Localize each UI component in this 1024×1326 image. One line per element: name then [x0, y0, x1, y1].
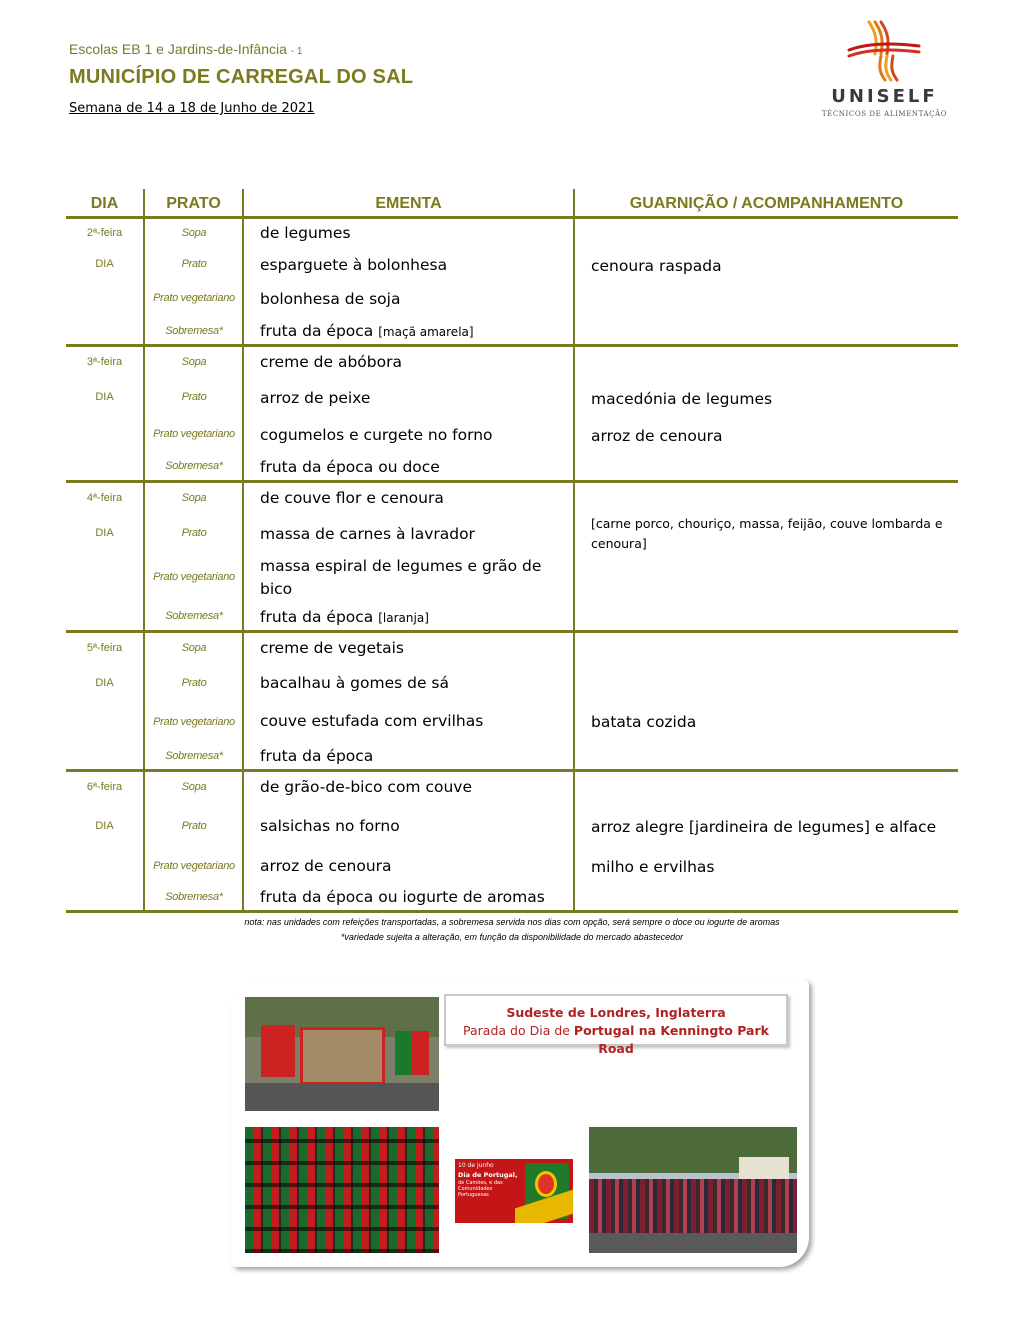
side-text: arroz alegre [jardineira de legumes] e alface: [591, 818, 937, 836]
day-sub: DIA: [95, 391, 114, 403]
side-text: macedónia de legumes: [591, 390, 773, 408]
day-sub: DIA: [95, 527, 114, 539]
note-line-2: *variedade sujeita a alteração, em função da disponibilidade do mercado abastecedor: [340, 932, 684, 942]
portugal-day-inset: [455, 1159, 573, 1223]
dish-main: fruta da época: [260, 322, 374, 340]
dish-text: couve estufada com ervilhas: [260, 712, 484, 730]
parade-banner-photo: [245, 997, 439, 1111]
ground-shape: [589, 1233, 797, 1253]
uniself-logo: [812, 20, 957, 122]
poster-title-line-1: Sudeste de Londres, Inglaterra: [506, 1005, 726, 1020]
day-block: [66, 772, 958, 913]
course-label: Sopa: [181, 356, 207, 368]
course-label: Sobremesa*: [165, 460, 223, 472]
logo-tagline: TÉCNICOS DE ALIMENTAÇÃO: [821, 110, 948, 118]
portugal-day-poster: [231, 979, 809, 1267]
day-block: [66, 219, 958, 347]
course-label: Prato: [181, 391, 207, 403]
dish-note: [maçã amarela]: [378, 325, 474, 339]
dish-text: fruta da época: [260, 747, 374, 765]
header-prato: PRATO: [166, 195, 221, 212]
course-label: Sobremesa*: [165, 750, 223, 762]
school-label: [69, 41, 302, 57]
dish-text: creme de vegetais: [260, 639, 404, 657]
tent-shape: [739, 1157, 789, 1179]
course-label: Prato vegetariano: [153, 428, 235, 440]
uniself-mark-icon: [847, 20, 922, 82]
dish-text: bacalhau à gomes de sá: [260, 674, 449, 692]
dish-text: massa de carnes à lavrador: [260, 525, 475, 543]
photo-shading: [245, 1127, 439, 1253]
flag-shape: [411, 1031, 429, 1075]
day-sub: DIA: [95, 677, 114, 689]
day-name: 5ª-feira: [86, 642, 123, 654]
street-shape: [245, 1083, 439, 1111]
logo-brand: UNISELF: [831, 86, 938, 107]
course-label: Prato vegetariano: [153, 292, 235, 304]
course-label: Sopa: [181, 781, 207, 793]
side-text: cenoura raspada: [591, 257, 722, 275]
dish-text: massa espiral de legumes e grão de bico: [260, 557, 542, 598]
day-name: 3ª-feira: [86, 356, 123, 368]
course-label: Prato: [181, 258, 207, 270]
course-label: Prato vegetariano: [153, 571, 235, 583]
course-label: Sopa: [181, 642, 207, 654]
footnotes: [66, 915, 958, 945]
course-label: Prato: [181, 527, 207, 539]
header-ementa: EMENTA: [375, 195, 442, 212]
poster-title-prefix: Parada do Dia de: [463, 1023, 574, 1038]
dish-text: salsichas no forno: [260, 817, 400, 835]
day-block: [66, 633, 958, 772]
banner-shape: [300, 1027, 385, 1085]
side-text: arroz de cenoura: [591, 427, 723, 445]
dish-text: de couve flor e cenoura: [260, 489, 444, 507]
course-label: Sopa: [181, 492, 207, 504]
header-dia: DIA: [90, 195, 119, 212]
dish-text: de grão-de-bico com couve: [260, 778, 472, 796]
flags-photo: [245, 1127, 439, 1253]
poster-title-line-2: [446, 1022, 786, 1058]
dish-text: arroz de cenoura: [260, 857, 392, 875]
dish-note: [laranja]: [378, 611, 429, 625]
note-line-1: nota: nas unidades com refeições transportadas, a sobremesa servida nos dias com opção, será sempre o doce ou iogurte de aromas: [244, 917, 780, 927]
side-text: [carne porco, chouriço, massa, feijão, couve lombarda e cenoura]: [591, 516, 943, 551]
menu-table: [66, 189, 958, 913]
course-label: Sobremesa*: [165, 891, 223, 903]
dish-text: fruta da época ou doce: [260, 458, 440, 476]
inset-subtitle: de Camões, e das Comunidades Portuguesas: [458, 1180, 503, 1198]
dish-text: esparguete à bolonhesa: [260, 256, 448, 274]
course-label: Prato: [181, 820, 207, 832]
table-header: [66, 189, 958, 219]
course-label: Sobremesa*: [165, 610, 223, 622]
poster-title-emphasis: Portugal na Kenningto Park Road: [573, 1023, 769, 1056]
dish-main: fruta da época: [260, 608, 374, 626]
municipality-title: MUNICÍPIO DE CARREGAL DO SAL: [69, 66, 414, 88]
school-name: Escolas EB 1 e Jardins-de-Infância: [69, 41, 287, 57]
dish-text: creme de abóbora: [260, 353, 402, 371]
inset-title: Dia de Portugal,: [458, 1171, 518, 1179]
school-suffix: - 1: [290, 46, 303, 57]
course-label: Prato: [181, 677, 207, 689]
week-label: Semana de 14 a 18 de Junho de 2021: [69, 101, 315, 116]
course-label: Sopa: [181, 227, 207, 239]
day-sub: DIA: [95, 820, 114, 832]
day-sub: DIA: [95, 258, 114, 270]
side-text: milho e ervilhas: [591, 858, 715, 876]
course-label: Sobremesa*: [165, 325, 223, 337]
course-label: Prato vegetariano: [153, 716, 235, 728]
dish-text: cogumelos e curgete no forno: [260, 426, 493, 444]
dish-text: arroz de peixe: [260, 389, 371, 407]
dish-text: de legumes: [260, 224, 351, 242]
dish-text: fruta da época ou iogurte de aromas: [260, 888, 545, 906]
poster-title: [444, 994, 788, 1056]
side-text: batata cozida: [591, 713, 697, 731]
inset-date: 10 de junho: [458, 1162, 494, 1169]
banner-shape: [261, 1025, 295, 1077]
armillary-icon: [535, 1171, 557, 1197]
day-name: 2ª-feira: [86, 227, 123, 239]
course-label: Prato vegetariano: [153, 860, 235, 872]
dish-text: [260, 606, 565, 630]
header-guarnicao: GUARNIÇÃO / ACOMPANHAMENTO: [629, 195, 904, 212]
dish-text: [260, 320, 565, 344]
dish-text: bolonhesa de soja: [260, 290, 401, 308]
crowd-shape: [589, 1179, 797, 1233]
day-block: [66, 347, 958, 483]
day-name: 6ª-feira: [86, 781, 123, 793]
day-name: 4ª-feira: [86, 492, 123, 504]
crowd-photo: [589, 1127, 797, 1253]
day-block: [66, 483, 958, 633]
